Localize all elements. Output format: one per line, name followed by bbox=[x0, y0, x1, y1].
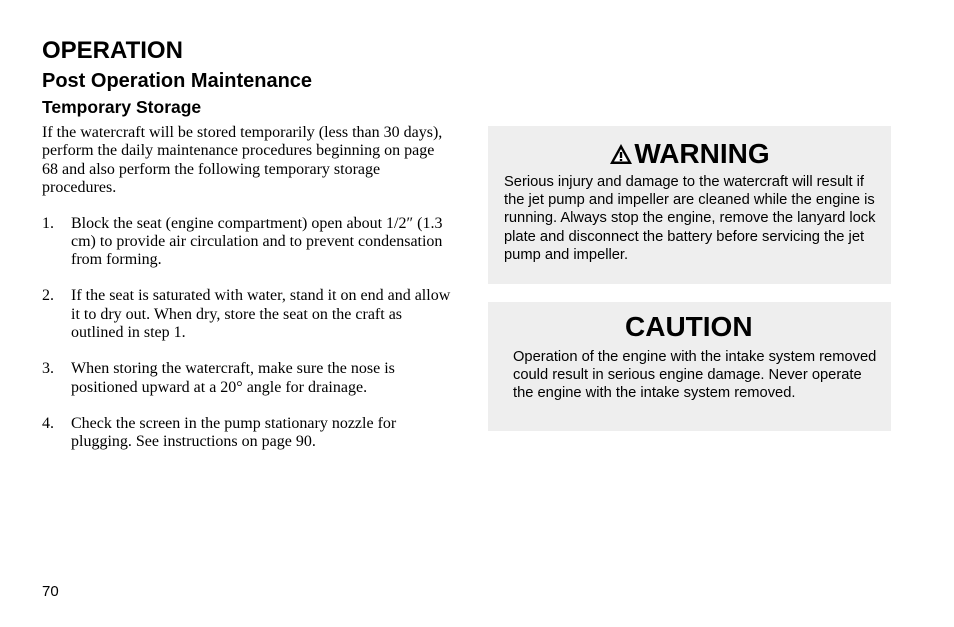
caution-title: CAUTION bbox=[625, 311, 753, 342]
warning-title: WARNING bbox=[634, 138, 770, 169]
warning-box bbox=[488, 126, 891, 284]
procedure-step-1 bbox=[42, 215, 452, 270]
procedure-step-3 bbox=[42, 360, 452, 397]
step-number: 2. bbox=[42, 287, 54, 305]
intro-paragraph: If the watercraft will be stored temporarily (less than 30 days), perform the daily maintenance procedures beginning on page 68 and also perform the following temporary storage procedures. bbox=[42, 124, 443, 197]
step-number: 1. bbox=[42, 214, 54, 232]
procedure-step-2 bbox=[42, 287, 452, 342]
section-title: OPERATION bbox=[42, 37, 183, 64]
step-number: 3. bbox=[42, 360, 54, 378]
step-text: When storing the watercraft, make sure the nose is positioned upward at a 20° angle for drainage. bbox=[71, 360, 395, 396]
caution-text: Operation of the engine with the intake system removed could result in serious engine damage. Never operate the engine with the intake system removed. bbox=[513, 349, 877, 402]
procedure-step-4 bbox=[42, 415, 452, 452]
warning-text: Serious injury and damage to the watercraft will result if the jet pump and impeller are cleaned while the engine is running. Always stop the engine, remove the lanyard lock plate and disconnect the battery before servicing the jet pump and impeller. bbox=[504, 174, 876, 263]
step-number: 4. bbox=[42, 414, 54, 432]
warning-triangle-icon bbox=[609, 143, 633, 165]
step-text: Block the seat (engine compartment) open about 1/2″ (1.3 cm) to provide air circulation and to prevent condensation from forming. bbox=[71, 214, 443, 269]
warning-heading bbox=[488, 138, 891, 170]
main-text-column bbox=[42, 124, 452, 469]
step-text: Check the screen in the pump stationary nozzle for plugging. See instructions on page 90. bbox=[71, 414, 397, 451]
subsection-title: Post Operation Maintenance bbox=[42, 70, 313, 92]
procedure-list bbox=[42, 215, 452, 452]
page-number: 70 bbox=[42, 583, 59, 600]
caution-box bbox=[488, 302, 891, 431]
sub-subsection-title: Temporary Storage bbox=[42, 97, 202, 117]
step-text: If the seat is saturated with water, stand it on end and allow it to dry out. When dry, store the seat on the craft as outlined in step 1. bbox=[71, 287, 451, 342]
